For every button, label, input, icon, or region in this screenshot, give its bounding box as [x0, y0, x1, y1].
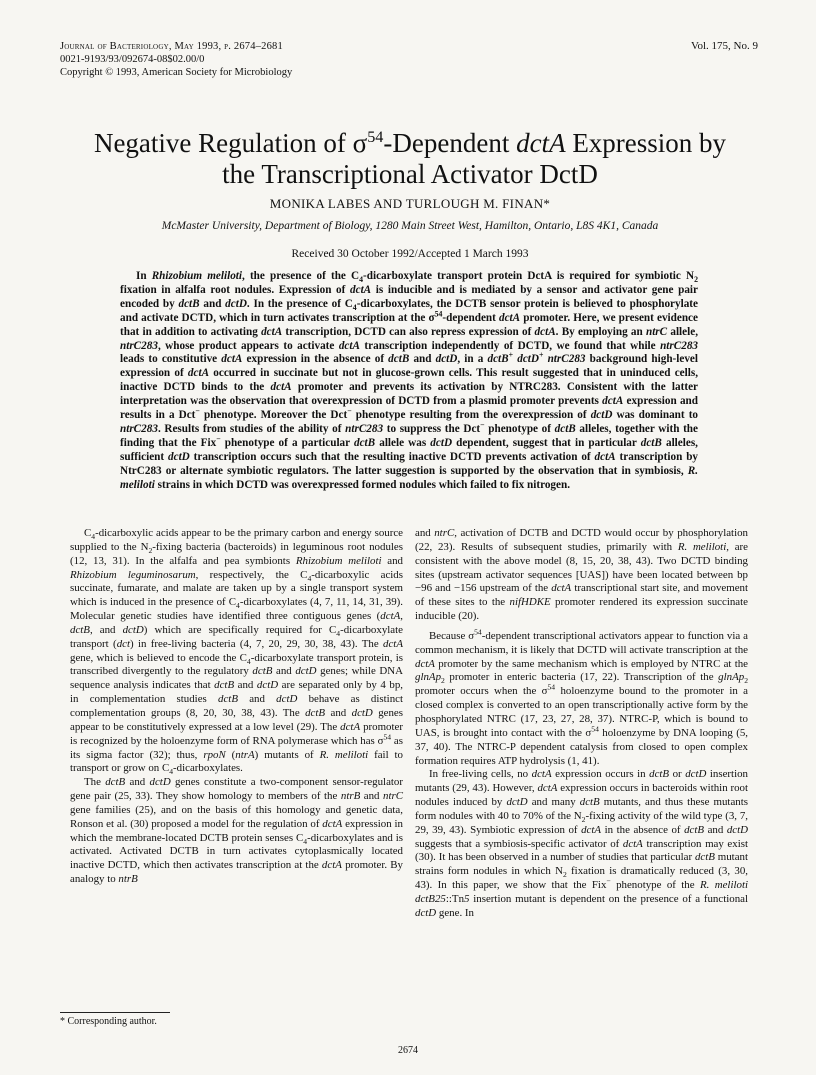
volume-issue: Vol. 175, No. 9	[690, 40, 758, 52]
abstract-text: In Rhizobium meliloti, the presence of the $C_4$-dicarboxylate transport protein DctA is required for symbiotic $N_2$ fixation in alfalfa root nodules. Expression of dctA is inducible and is mediated by a sensor and activator gene pair encoded by dctB and dctD. In the presence of $C_4$-dicarboxylates, the DCTB sensor protein is believed to phosphorylate and activate DCTD, which in turn activates transcription at the $\sigma^{54}$-dependent dctA promoter. Here, we present evidence that in addition to activating dctA transcription, DCTD can also repress expression of dctA. By employing an ntrC allele, ntrC283, whose product appears to activate dctA transcription independently of DCTD, we found that while ntrC283 leads to constitutive dctA expression in the absence of dctB and dctD, in a dctB+ dctD+ ntrC283 background high-level expression of dctA occurred in succinate but not in glucose-grown cells. This result suggested that in uninduced cells, inactive DCTD binds to the dctA promoter and prevents its activation by NTRC283. Consistent with the latter interpretation was the observation that overexpression of DCTD from a plasmid promoter prevents dctA expression and results in a Dct− phenotype. Moreover the Dct− phenotype resulting from the overexpression of dctD was dominant to ntrC283. Results from studies of the ability of ntrC283 to suppress the Dct− phenotype of dctB alleles, together with the finding that the Fix− phenotype of a particular dctB allele was dctD dependent, suggest that in particular dctB alleles, sufficient dctD transcription occurs such that the resulting inactive DCTD prevents activation of dctA transcription by NtrC283 or alternate symbiotic regulators. The latter suggestion is supported by the observation that in symbiosis, R. meliloti strains in which DCTD was overexpressed formed nodules which failed to fix nitrogen.	[120, 270, 699, 491]
article-title	[60, 128, 760, 190]
issn-code: 0021-9193/93/092674-08$02.00/0	[60, 54, 205, 65]
title-sup: 54	[367, 128, 384, 146]
body-column-left	[70, 527, 403, 887]
title-gene: dctA	[516, 128, 566, 158]
journal-citation: Journal of Bacteriology, May 1993, p. 2674–2681	[60, 41, 283, 52]
page-number: 2674	[398, 1045, 418, 1056]
author-list: MONIKA LABES AND TURLOUGH M. FINAN*	[269, 196, 551, 211]
abstract	[120, 270, 698, 493]
paragraph: Because $\sigma^{54}$-dependent transcriptional activators appear to function via a common mechanism, it is likely that DCTD will activate transcription at the dctA promoter by the same mechanism which is employed by NTRC at the glnAp$_2$ promoter in enteric bacteria (17, 22). Transcription of the glnAp$_2$ promoter occurs when the $\sigma^{54}$ holoenzyme bound to the promoter in a closed complex is converted to an open transcriptionally active form by the phosphorylated NTRC (17, 23, 27, 28, 37). NTRC-P, which is bound to UAS, is brought into contact with the $\sigma^{54}$ holoenzyme by DNA looping (5, 37, 40). The NTRC-P dependent catalysis from closed to open complex formation requires ATP hydrolysis (1, 41).	[415, 627, 748, 767]
title-part1: Negative Regulation of σ	[93, 128, 368, 158]
journal-header	[60, 40, 460, 79]
title-part2: -Dependent	[383, 128, 517, 158]
footnote-divider	[60, 1012, 170, 1013]
paragraph: $C_4$-dicarboxylic acids appear to be the primary carbon and energy source supplied to the $N_2$-fixing bacteria (bacteroids) in leguminous root nodules (12, 13, 31). In the alfalfa and pea symbionts Rhizobium meliloti and Rhizobium leguminosarum, respectively, the $C_4$-dicarboxylic acids succinate, fumarate, and malate are taken up by a single transport system which is induced in the presence of $C_4$-dicarboxylates (4, 7, 11, 14, 31, 39). Molecular genetic studies have identified three contiguous genes (dctA, dctB, and dctD) which are specifically required for $C_4$-dicarboxylate transport (dct) in free-living bacteria (4, 7, 20, 29, 30, 38, 43). The dctA gene, which is believed to encode the $C_4$-dicarboxylate transport protein, is transcribed divergently to the regulatory dctB and dctD genes; while DNA sequence analysis indicates that dctB and dctD are separated only by 4 bp, in complementation studies dctB and dctD behave as distinct complementation groups (8, 20, 30, 38, 43). The dctB and dctD genes appear to be constitutively expressed at a low level (29). The dctA promoter is recognized by the holoenzyme form of RNA polymerase which has $\sigma^{54}$ as its sigma factor (32); thus, rpoN (ntrA) mutants of R. meliloti fail to transport or grow on $C_4$-dicarboxylates.	[70, 527, 404, 777]
paragraph: The dctB and dctD genes constitute a two-component sensor-regulator gene pair (25, 33). They show homology to members of the ntrB and ntrC gene families (25), and on the basis of this homology and genetic data, Ronson et al. (30) proposed a model for the regulation of dctA expression in which the membrane-located DCTB protein senses $C_4$-dicarboxylates and is activated. Activated DCTB in turn activates cytoplasmically located inactive DCTD, which then activates transcription at the dctA promoter. By analogy to ntrB	[70, 776, 404, 886]
affiliation: McMaster University, Department of Biology, 1280 Main Street West, Hamilton, Ontario, L8S 4K1, Canada	[161, 220, 659, 232]
received-dates: Received 30 October 1992/Accepted 1 March 1993	[291, 248, 529, 260]
footnote: * Corresponding author.	[60, 1016, 157, 1027]
copyright-line: Copyright © 1993, American Society for Microbiology	[60, 67, 293, 78]
title-line2: the Transcriptional Activator DctD	[222, 159, 598, 189]
body-column-right	[415, 527, 748, 921]
paragraph: and ntrC, activation of DCTB and DCTD would occur by phosphorylation (22, 23). Results of subsequent studies, primarily with R. meliloti, are consistent with the above model (8, 15, 20, 38, 43). Two DCTD binding sites (upstream activator sequences [UAS]) have been located between bp −96 and −156 upstream of the dctA transcriptional start site, and movement of these sites to the nifHDKE promoter rendered its expression succinate inducible (20).	[415, 527, 749, 623]
paragraph: In free-living cells, no dctA expression occurs in dctB or dctD insertion mutants (29, 43). However, dctA expression occurs in bacteroids within root nodules induced by dctD and many dctB mutants, and thus these mutants form nodules with 40 to 70% of the $N_2$-fixing activity of the wild type (3, 7, 29, 39, 43). Symbiotic expression of dctA in the absence of dctB and dctD suggests that a symbiosis-specific activator of dctA transcription may exist (30). It has been observed in a number of studies that particular dctB mutant strains form nodules in which $N_2$ fixation is dramatically reduced (3, 30, 43). In this paper, we show that the Fix− phenotype of the R. meliloti dctB25::Tn5 insertion mutant is dependent on the presence of a functional dctD gene. In	[415, 768, 749, 919]
title-part3: Expression by	[565, 128, 727, 158]
